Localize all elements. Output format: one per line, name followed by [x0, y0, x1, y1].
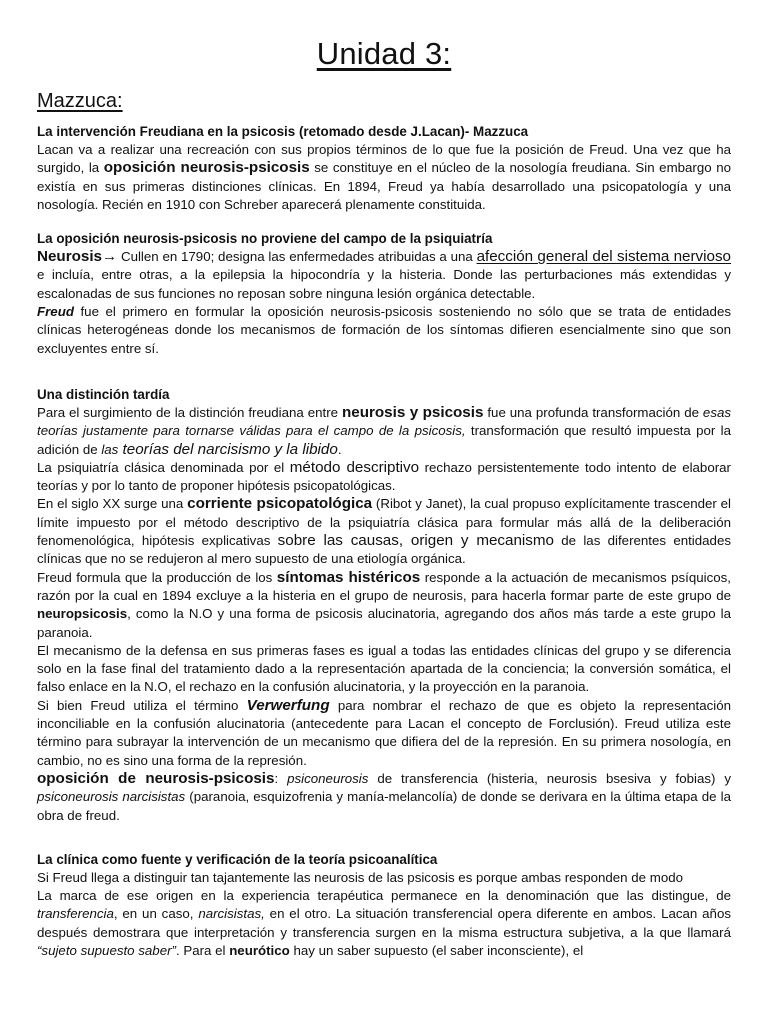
paragraph: Freud fue el primero en formular la oposición neurosis-psicosis sosteniendo no sólo que se trata de entidades clínicas heterogéneas donde los mecanismos de formación de los síntomas difieren esencialmente sino que son excluyentes entre sí.: [37, 304, 731, 356]
paragraph: La psiquiatría clásica denominada por el método descriptivo rechazo persistentemente todo intento de elaborar teorías y por lo tanto de proponer hipótesis psicopatológicas.: [37, 458, 731, 494]
paragraph: Si bien Freud utiliza el término Verwerfung para nombrar el rechazo de que es objeto la representación inconciliable en la confusión alucinatoria (antecedente para Lacan el concepto de Forclusión). Freud utiliza este término para subrayar la intervención de un mecanismo que difiera del de la represión. En su primera nosología, en cambio, no es sino una forma de la represión.: [37, 696, 731, 768]
section-heading-clinica: La clínica como fuente y verificación de la teoría psicoanalítica: [37, 851, 438, 867]
section-author: Mazzuca:: [37, 90, 123, 112]
paragraph: oposición de neurosis-psicosis: psiconeurosis de transferencia (histeria, neurosis bsesiva y fobias) y psiconeurosis narcisistas (paranoia, esquizofrenia y manía-melancolía) de donde se derivara en la última etapa de la obra de freud.: [37, 769, 731, 823]
paragraph: Neurosis→ Cullen en 1790; designa las enfermedades atribuidas a una afección general del sistema nervioso e incluía, entre otras, a la epilepsia la hipocondría y la histeria. Donde las perturbaciones más extendidas y escalonadas de sus funciones no reposan sobre ninguna lesión orgánica detectable.: [37, 248, 732, 301]
paragraph: Freud formula que la producción de los síntomas histéricos responde a la actuación de mecanismos psíquicos, razón por la cual en 1894 excluye a la histeria en el grupo de neurosis, para hacerla formar parte de este grupo de neuropsicosis, como la N.O y una forma de psicosis alucinatoria, agregando dos años más tarde a este grupo la paranoia.: [37, 568, 731, 640]
paragraph: Lacan va a realizar una recreación con sus propios términos de lo que fue la posición de Freud. Una vez que ha surgido, la oposición neurosis-psicosis se constituye en el núcleo de la nosología freudiana. Sin embargo no existía en sus primeras distinciones clínicas. En 1894, Freud ya había desarrollado una psicopatología y una nosología. Recién en 1910 con Schreber aparecerá plenamente constituida.: [37, 142, 731, 212]
paragraph: Para el surgimiento de la distinción freudiana entre neurosis y psicosis fue una profunda transformación de esas teorías justamente para tornarse válidas para el campo de la psicosis, transformación que resultó impuesta por la adición de las teorías del narcisismo y la libido.: [37, 403, 732, 458]
paragraph: La marca de ese origen en la experiencia terapéutica permanece en la denominación que las distingue, de transferencia, en un caso, narcisistas, en el otro. La situación transferencial opera diferente en ambos. Lacan años después demostrara que interpretación y transferencia surgen en la misma estructura subjetiva, a la que llamará “sujeto supuesto saber”. Para el neurótico hay un saber supuesto (el saber inconsciente), el: [37, 888, 731, 958]
page-title: Unidad 3:: [316, 36, 452, 71]
section-heading-oposicion: La oposición neurosis-psicosis no proviene del campo de la psiquiatría: [37, 231, 493, 247]
section-heading-intervencion: La intervención Freudiana en la psicosis (retomado desde J.Lacan)- Mazzuca: [37, 124, 529, 139]
section-heading-distincion: Una distinción tardía: [37, 386, 170, 402]
paragraph: El mecanismo de la defensa en sus primeras fases es igual a todas las entidades clínicas del grupo y se diferencia solo en la fase final del tratamiento dado a la representación apartada de la conciencia; la conversión somática, el falso enlace en la N.O, el rechazo en la confusión alucinatoria, y la proyección en la paranoia.: [37, 642, 731, 695]
paragraph: En el siglo XX surge una corriente psicopatológica (Ribot y Janet), la cual propuso explícitamente trascender el límite impuesto por el método descriptivo de la psiquiatría clásica para formular más allá de la deliberación fenomenológica, hipótesis explicativas sobre las causas, origen y mecanismo de las diferentes entidades clínicas que no se redujeron al mero supuesto de una etiología orgánica.: [37, 495, 732, 567]
paragraph: Si Freud llega a distinguir tan tajantemente las neurosis de las psicosis es porque ambas responden de modo: [37, 869, 684, 885]
